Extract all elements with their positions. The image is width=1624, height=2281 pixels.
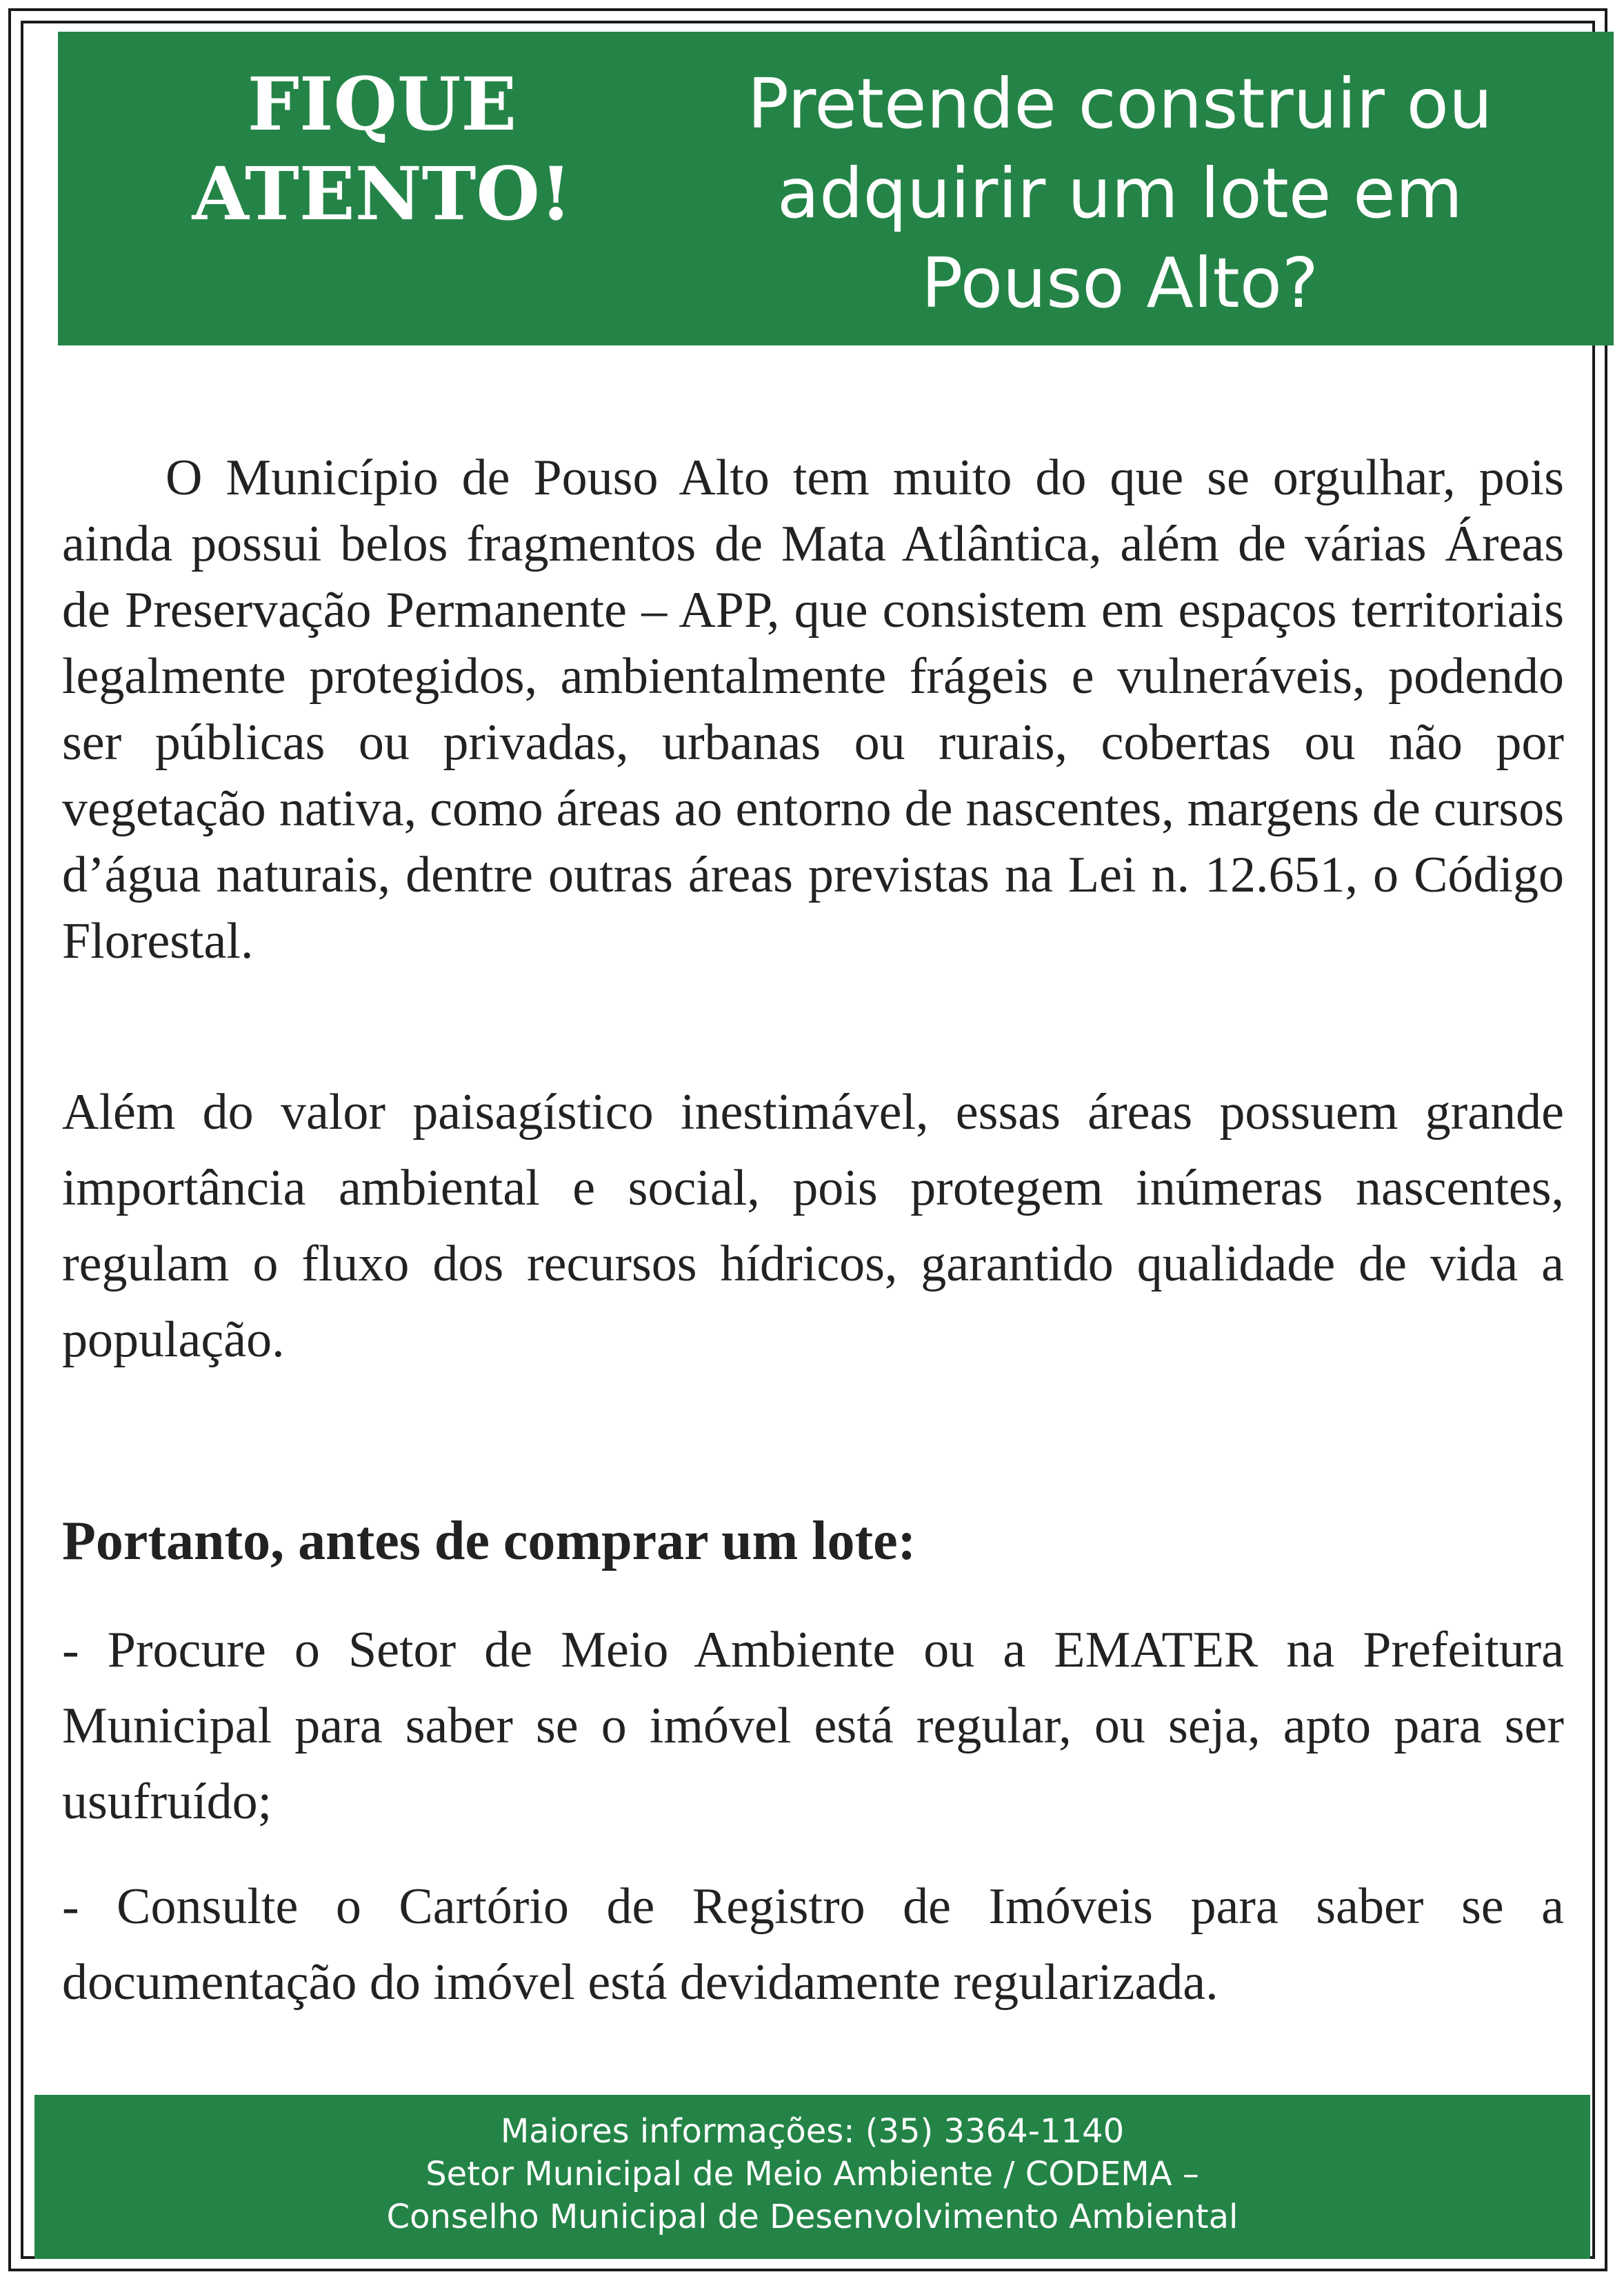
question-title: [665, 59, 1575, 328]
contact-council: Conselho Municipal de Desenvolvimento Ambiental: [386, 2198, 1239, 2236]
question-title-line3: Pouso Alto?: [921, 243, 1319, 323]
advice-item-cartorio: - Consulte o Cartório de Registro de Imóveis para saber se a documentação do imóvel está devidamente regularizada.: [62, 1878, 1564, 2011]
contact-info: [34, 2110, 1590, 2238]
advice-item-setor: - Procure o Setor de Meio Ambiente ou a EMATER na Prefeitura Municipal para saber se o imóvel está regular, ou seja, apto para ser usufruído;: [62, 1622, 1564, 1830]
question-title-line2: adquirir um lote em: [776, 153, 1463, 234]
question-title-line1: Pretende construir ou: [747, 63, 1493, 144]
header-banner: [58, 32, 1614, 345]
intro-paragraph: O Município de Pouso Alto tem muito do que se orgulhar, pois ainda possui belos fragmentos de Mata Atlântica, além de várias Áreas de Preservação Permanente – APP, que consistem em espaços territoriais legalmente protegidos, ambientalmente frágeis e vulneráveis, podendo ser públicas ou privadas, urbanas ou rurais, cobertas ou não por vegetação nativa, como áreas ao entorno de nascentes, margens de cursos d’água naturais, dentre outras áreas previstas na Lei n. 12.651, o Código Florestal.: [62, 450, 1564, 969]
alert-title: [58, 59, 706, 239]
contact-sector: Setor Municipal de Meio Ambiente / CODEMA –: [425, 2155, 1199, 2193]
footer-banner: [34, 2095, 1590, 2259]
advice-heading: Portanto, antes de comprar um lote:: [62, 1511, 916, 1571]
importance-paragraph: Além do valor paisagístico inestimável, essas áreas possuem grande importância ambiental e social, pois protegem inúmeras nascentes, regulam o fluxo dos recursos hídricos, garantido qualidade de vida a população.: [62, 1084, 1564, 1368]
contact-phone: Maiores informações: (35) 3364-1140: [500, 2112, 1125, 2151]
alert-title-line2: ATENTO!: [192, 150, 572, 237]
alert-title-line1: FIQUE: [247, 61, 517, 147]
